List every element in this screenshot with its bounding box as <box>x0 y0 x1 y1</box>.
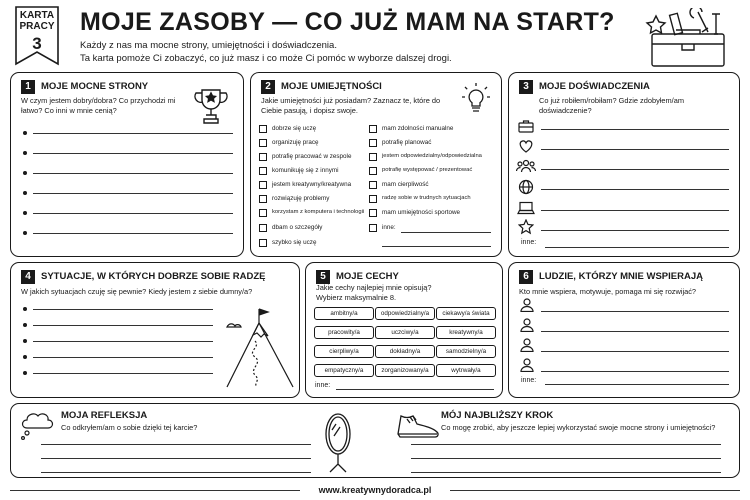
skill-checkbox[interactable] <box>369 224 377 232</box>
skill-checkbox[interactable] <box>369 195 377 203</box>
skill-label: potrafię planować <box>382 139 432 146</box>
other-label: inne: <box>315 382 331 389</box>
section-question: Jakie umiejętności już posiadam? Zaznacz te, które do Ciebie pasują, i dopisz swoje. <box>261 96 441 115</box>
answer-line[interactable] <box>541 311 729 312</box>
section-title: MOJA REFLEKSJA <box>61 410 148 421</box>
skill-label: inne: <box>382 224 396 231</box>
trait-option[interactable]: ambitny/a <box>314 307 374 320</box>
answer-line[interactable] <box>541 371 729 372</box>
answer-line[interactable] <box>33 341 213 342</box>
trophy-icon <box>191 85 231 125</box>
section-question: Co już robiłem/robiłam? Gdzie zdobyłem/am doświadczenie? <box>539 96 684 115</box>
section-question: Co mogę zrobić, aby jeszcze lepiej wykorzystać swoje mocne strony i umiejętności? <box>441 423 716 432</box>
section-question: Jakie cechy najlepiej mnie opisują? Wybierz maksymalnie 8. <box>316 283 432 302</box>
answer-line[interactable] <box>411 444 721 445</box>
skill-label: komunikuję się z innymi <box>272 167 339 174</box>
section-question: Co odkryłem/am o sobie dzięki tej karcie? <box>61 423 198 432</box>
answer-line[interactable] <box>541 129 729 130</box>
skill-checkbox[interactable] <box>369 209 377 217</box>
answer-line[interactable] <box>541 331 729 332</box>
other-label: inne: <box>521 239 537 246</box>
skill-checkbox[interactable] <box>259 167 267 175</box>
section-title: MOJE DOŚWIADCZENIA <box>539 81 650 92</box>
answer-line[interactable] <box>33 133 233 134</box>
section-title: MOJE MOCNE STRONY <box>41 81 149 92</box>
skill-label: korzystam z komputera i technologii <box>272 209 365 215</box>
trait-option[interactable]: zorganizowany/a <box>375 364 435 377</box>
trait-option[interactable]: pracowity/a <box>314 326 374 339</box>
section-number: 3 <box>519 80 533 94</box>
skill-label: radzę sobie w trudnych sytuacjach <box>382 195 471 201</box>
skill-checkbox[interactable] <box>369 125 377 133</box>
section-question: Kto mnie wspiera, motywuje, pomaga mi się rozwijać? <box>519 287 697 296</box>
person-icon <box>520 298 534 312</box>
laptop-icon <box>517 201 535 215</box>
section-strengths <box>10 72 244 257</box>
section-question: W czym jestem dobry/dobra? Co przychodzi mi łatwo? Co inni w mnie cenią? <box>21 96 176 115</box>
skill-label: dobrze się uczę <box>272 125 317 132</box>
section-reflection-next-step <box>10 403 740 478</box>
answer-line[interactable] <box>33 325 213 326</box>
skill-checkbox[interactable] <box>259 224 267 232</box>
skill-label: mam umiejętności sportowe <box>382 209 461 216</box>
trait-option[interactable]: uczciwy/a <box>375 326 435 339</box>
section-number: 6 <box>519 270 533 284</box>
skill-label: szybko się uczę <box>272 239 317 246</box>
trait-option[interactable]: wytrwały/a <box>436 364 496 377</box>
skill-checkbox[interactable] <box>369 167 377 175</box>
section-title: MÓJ NAJBLIŻSZY KROK <box>441 410 554 421</box>
section-support <box>508 262 740 398</box>
other-label: inne: <box>521 377 537 384</box>
section-traits <box>305 262 503 398</box>
answer-line[interactable] <box>41 472 311 473</box>
skill-checkbox[interactable] <box>259 139 267 147</box>
skill-label: potrafię występować / prezentować <box>382 167 473 173</box>
answer-line[interactable] <box>33 173 233 174</box>
answer-line[interactable] <box>33 357 213 358</box>
answer-line[interactable] <box>541 210 729 211</box>
skill-checkbox[interactable] <box>369 139 377 147</box>
answer-line[interactable] <box>541 351 729 352</box>
trait-option[interactable]: empatyczny/a <box>314 364 374 377</box>
answer-line[interactable] <box>336 389 494 390</box>
badge-number: 3 <box>32 34 42 53</box>
badge-label: KARTA PRACY <box>19 10 55 32</box>
person-icon <box>520 338 534 352</box>
trait-option[interactable]: kreatywny/a <box>436 326 496 339</box>
lightbulb-icon <box>459 81 493 115</box>
skill-checkbox[interactable] <box>259 125 267 133</box>
answer-line[interactable] <box>411 458 721 459</box>
sneaker-icon <box>395 410 441 442</box>
person-icon <box>520 318 534 332</box>
page-subtitle: Każdy z nas ma mocne strony, umiejętności i doświadczenia. Ta karta pomoże Ci zobaczyć, co już masz i co może Ci pomóc w wyborze dalszej drogi. <box>80 40 452 64</box>
section-question: W jakich sytuacjach czuję się pewnie? Kiedy jestem z siebie dumny/a? <box>21 287 253 296</box>
mirror-icon <box>323 410 353 474</box>
thought-bubble-icon <box>19 408 55 442</box>
skill-checkbox[interactable] <box>259 239 267 247</box>
skill-label: rozwiązuję problemy <box>272 195 330 202</box>
answer-line[interactable] <box>411 472 721 473</box>
globe-icon <box>518 179 534 195</box>
skill-label: jestem odpowiedzialny/odpowiedzialna <box>382 153 482 159</box>
answer-line[interactable] <box>541 149 729 150</box>
skill-label: dbam o szczegóły <box>272 224 323 231</box>
section-skills <box>250 72 502 257</box>
star-icon <box>518 219 534 235</box>
mountain-flag-icon <box>225 301 295 391</box>
trait-option[interactable]: samodzielny/a <box>436 345 496 358</box>
answer-line[interactable] <box>33 309 213 310</box>
person-icon <box>520 358 534 372</box>
answer-line[interactable] <box>33 213 233 214</box>
section-number: 5 <box>316 270 330 284</box>
skill-checkbox[interactable] <box>369 181 377 189</box>
footer-url[interactable]: www.kreatywnydoradca.pl <box>318 485 432 495</box>
answer-line[interactable] <box>401 232 491 233</box>
section-title: SYTUACJE, W KTÓRYCH DOBRZE SOBIE RADZĘ <box>41 271 266 282</box>
section-number: 4 <box>21 270 35 284</box>
answer-line[interactable] <box>41 458 311 459</box>
section-title: MOJE CECHY <box>336 271 399 282</box>
answer-line[interactable] <box>33 153 233 154</box>
skill-label: jestem kreatywny/kreatywna <box>272 181 352 188</box>
briefcase-icon <box>518 119 534 133</box>
skill-checkbox[interactable] <box>259 195 267 203</box>
skill-checkbox[interactable] <box>259 209 267 217</box>
page-title: MOJE ZASOBY — CO JUŻ MAM NA START? <box>80 8 615 36</box>
answer-line[interactable] <box>545 247 729 248</box>
section-number: 1 <box>21 80 35 94</box>
trait-option[interactable]: cierpliwy/a <box>314 345 374 358</box>
skill-label: organizuję pracę <box>272 139 319 146</box>
section-number: 2 <box>261 80 275 94</box>
answer-line[interactable] <box>33 233 233 234</box>
trait-option[interactable]: dokładny/a <box>375 345 435 358</box>
heart-icon <box>518 139 534 153</box>
skill-label: mam cierpliwość <box>382 181 429 188</box>
skill-checkbox[interactable] <box>369 153 377 161</box>
skill-checkbox[interactable] <box>259 153 267 161</box>
answer-line[interactable] <box>33 373 213 374</box>
trait-option[interactable]: ciekawy/a świata <box>436 307 496 320</box>
skill-label: mam zdolności manualne <box>382 125 454 132</box>
skill-checkbox[interactable] <box>259 181 267 189</box>
answer-line[interactable] <box>545 384 729 385</box>
trait-option[interactable]: odpowiedzialny/a <box>375 307 435 320</box>
answer-line[interactable] <box>541 169 729 170</box>
toolbox-icon <box>644 8 732 70</box>
answer-line[interactable] <box>33 193 233 194</box>
section-title: MOJE UMIEJĘTNOŚCI <box>281 81 382 92</box>
skill-label: potrafię pracować w zespole <box>272 153 352 160</box>
answer-line[interactable] <box>541 230 729 231</box>
group-icon <box>516 159 536 173</box>
answer-line[interactable] <box>541 189 729 190</box>
answer-line[interactable] <box>41 444 311 445</box>
section-experience <box>508 72 740 257</box>
answer-line[interactable] <box>382 246 491 247</box>
section-situations <box>10 262 300 398</box>
section-title: LUDZIE, KTÓRZY MNIE WSPIERAJĄ <box>539 271 703 282</box>
